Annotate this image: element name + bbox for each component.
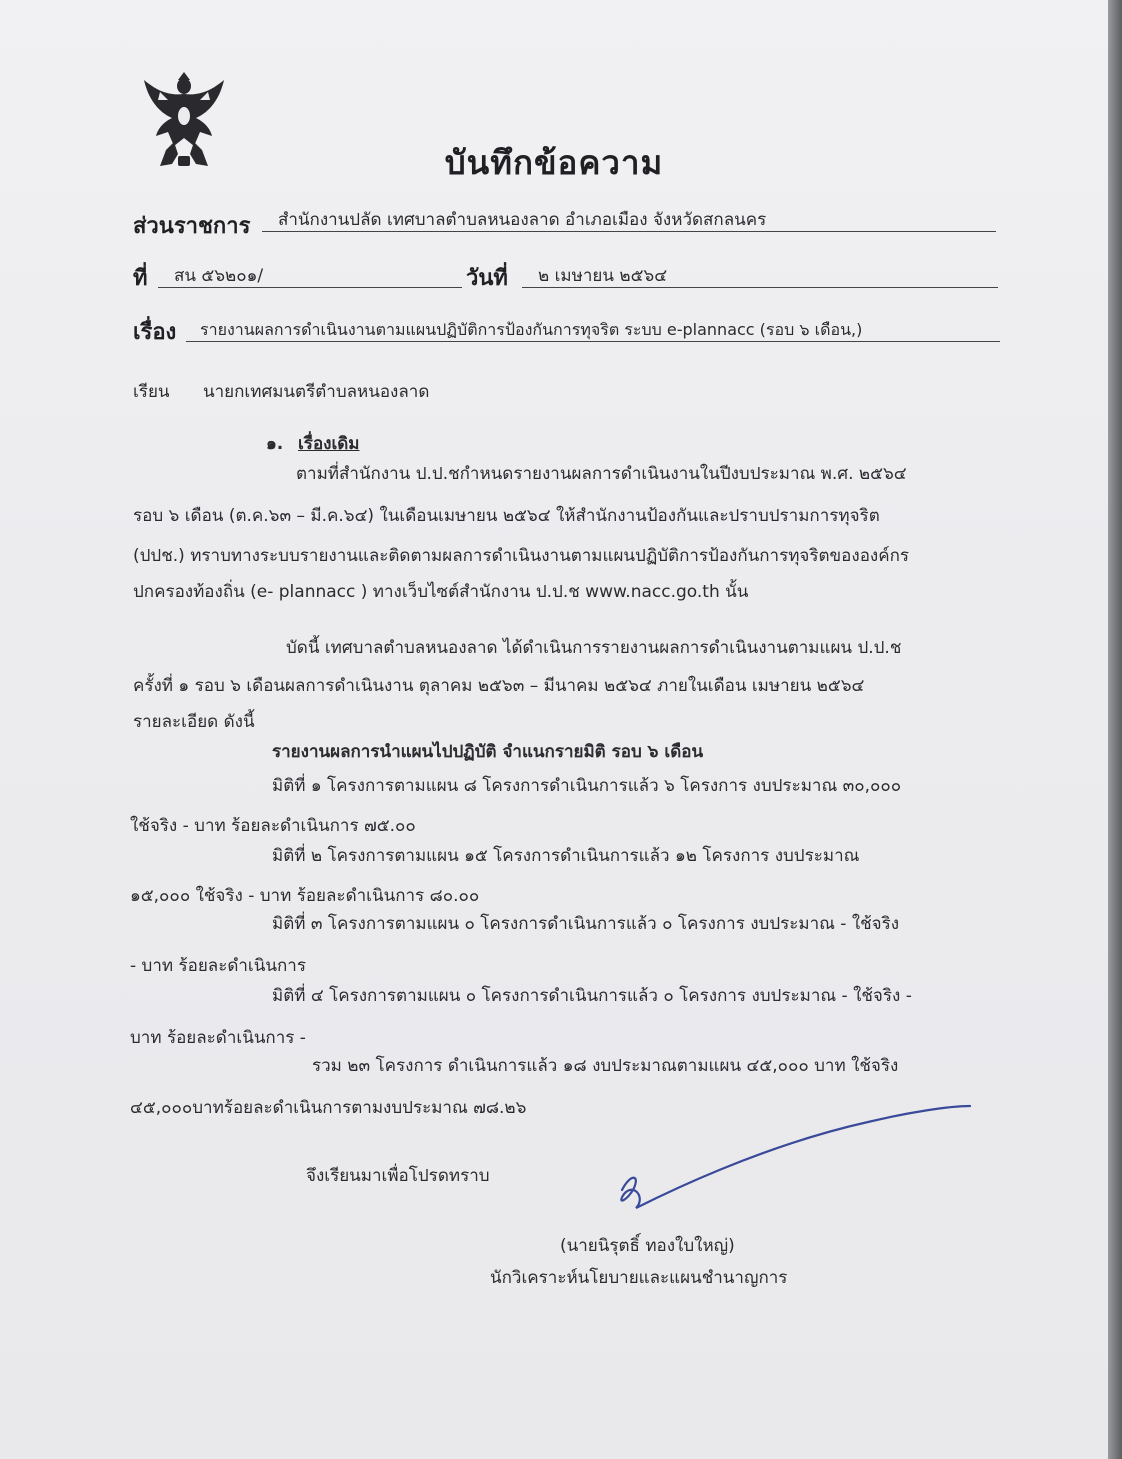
section-number: ๑. <box>266 434 284 454</box>
paragraph-line: รอบ ๖ เดือน (ต.ค.๖๓ – มี.ค.๖๔) ในเดือนเมษายน ๒๕๖๔ ให้สำนักงานป้องกันและปราบปรามการทุจริต <box>133 506 880 526</box>
memo-title: บันทึกข้อความ <box>444 143 664 182</box>
salutation-label: เรียน <box>133 382 170 402</box>
page-edge <box>1108 0 1122 1459</box>
paragraph-line: รายละเอียด ดังนี้ <box>133 712 255 732</box>
salutation-recipient: นายกเทศมนตรีตำบลหนองลาด <box>203 382 430 402</box>
subject-value: รายงานผลการดำเนินงานตามแผนปฏิบัติการป้องกันการทุจริต ระบบ e-plannacc (รอบ ๖ เดือน,) <box>186 318 1000 342</box>
paragraph-line: (ปปช.) ทราบทางระบบรายงานและติดตามผลการดำเนินงานตามแผนปฏิบัติการป้องกันการทุจริตขององค์กร <box>133 546 909 566</box>
reference-label: ที่ <box>133 266 148 291</box>
paragraph-line: บัดนี้ เทศบาลตำบลหนองลาด ได้ดำเนินการรายงานผลการดำเนินงานตามแผน ป.ป.ช <box>286 638 902 658</box>
dimension-line: มิติที่ ๒ โครงการตามแผน ๑๕ โครงการดำเนินการแล้ว ๑๒ โครงการ งบประมาณ <box>272 846 860 866</box>
dimension-line: มิติที่ ๓ โครงการตามแผน ๐ โครงการดำเนินการแล้ว ๐ โครงการ งบประมาณ - ใช้จริง <box>272 914 900 934</box>
section-heading: เรื่องเดิม <box>298 434 360 454</box>
signature-icon <box>600 1098 980 1218</box>
dimension-line: ใช้จริง - บาท ร้อยละดำเนินการ ๗๕.๐๐ <box>130 816 416 836</box>
signer-name: (นายนิรุตธิ์ ทองใบใหญ่) <box>560 1236 735 1256</box>
reference-value: สน ๕๖๒๐๑/ <box>158 264 462 288</box>
total-line: ๔๕,๐๐๐บาทร้อยละดำเนินการตามงบประมาณ ๗๘.๒๖ <box>130 1098 527 1118</box>
dimension-line: มิติที่ ๑ โครงการตามแผน ๘ โครงการดำเนินการแล้ว ๖ โครงการ งบประมาณ ๓๐,๐๐๐ <box>272 776 902 796</box>
subject-label: เรื่อง <box>133 320 177 345</box>
dimension-line: บาท ร้อยละดำเนินการ - <box>130 1028 306 1048</box>
paragraph-line: ครั้งที่ ๑ รอบ ๖ เดือนผลการดำเนินงาน ตุลาคม ๒๕๖๓ – มีนาคม ๒๕๖๔ ภายในเดือน เมษายน ๒๕๖๔ <box>133 676 865 696</box>
total-line: รวม ๒๓ โครงการ ดำเนินการแล้ว ๑๘ งบประมาณตามแผน ๔๕,๐๐๐ บาท ใช้จริง <box>312 1056 899 1076</box>
dimension-line: มิติที่ ๔ โครงการตามแผน ๐ โครงการดำเนินการแล้ว ๐ โครงการ งบประมาณ - ใช้จริง - <box>272 986 912 1006</box>
dimension-line: ๑๕,๐๐๐ ใช้จริง - บาท ร้อยละดำเนินการ ๘๐.๐๐ <box>130 886 480 906</box>
agency-value: สำนักงานปลัด เทศบาลตำบลหนองลาด อำเภอเมือง จังหวัดสกลนคร <box>262 208 996 232</box>
signer-position: นักวิเคราะห์นโยบายและแผนชำนาญการ <box>490 1268 788 1288</box>
closing-line: จึงเรียนมาเพื่อโปรดทราบ <box>306 1166 490 1186</box>
agency-label: ส่วนราชการ <box>133 214 251 239</box>
paragraph-line: ปกครองท้องถิ่น (e- plannacc ) ทางเว็บไซต์สำนักงาน ป.ป.ช www.nacc.go.th นั้น <box>133 582 749 602</box>
paragraph-line: ตามที่สำนักงาน ป.ป.ชกำหนดรายงานผลการดำเนินงานในปีงบประมาณ พ.ศ. ๒๕๖๔ <box>296 464 907 484</box>
dimension-line: - บาท ร้อยละดำเนินการ <box>130 956 306 976</box>
date-label: วันที่ <box>466 266 508 291</box>
date-value: ๒ เมษายน ๒๕๖๔ <box>522 264 998 288</box>
report-heading: รายงานผลการนำแผนไปปฏิบัติ จำแนกรายมิติ รอบ ๖ เดือน <box>272 742 704 762</box>
